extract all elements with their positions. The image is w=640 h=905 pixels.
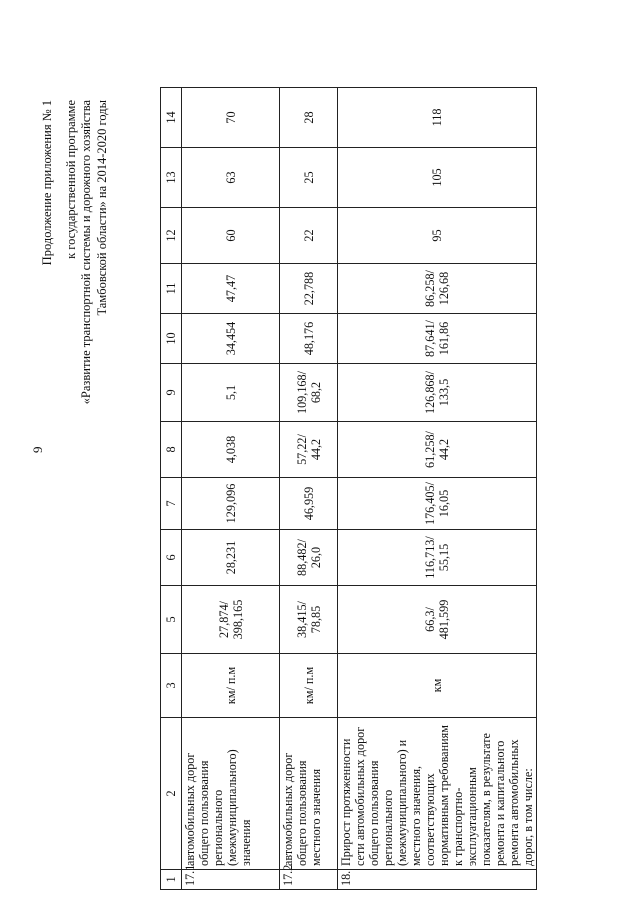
value-cell: 105: [338, 148, 537, 208]
unit-cell: км/ п.м: [280, 654, 338, 718]
column-number-header: 12: [161, 208, 182, 264]
value-cell: 87,641/ 161,86: [338, 314, 537, 364]
value-cell: 63: [182, 148, 280, 208]
row-number-cell: 17.2: [280, 870, 338, 890]
value-cell: 61,258/ 44,2: [338, 422, 537, 478]
column-number-header: 6: [161, 530, 182, 586]
continuation-note: Продолжение приложения № 1: [40, 100, 54, 266]
indicator-name-cell: автомобильных дорог общего пользования регионального (межмуниципального) значения: [182, 718, 280, 870]
value-cell: 66,3/ 481,599: [338, 586, 537, 654]
indicator-name-cell: автомобильных дорог общего пользования местного значения: [280, 718, 338, 870]
value-cell: 46,959: [280, 478, 338, 530]
value-cell: 38,415/ 78,85: [280, 586, 338, 654]
value-cell: 27,874/ 398,165: [182, 586, 280, 654]
value-cell: 118: [338, 88, 537, 148]
column-number-header: 10: [161, 314, 182, 364]
value-cell: 47,47: [182, 264, 280, 314]
value-cell: 22,788: [280, 264, 338, 314]
column-number-header: 7: [161, 478, 182, 530]
indicators-table: [160, 87, 537, 890]
value-cell: 28,231: [182, 530, 280, 586]
value-cell: 4,038: [182, 422, 280, 478]
value-cell: 129,096: [182, 478, 280, 530]
column-number-header: 2: [161, 718, 182, 870]
value-cell: 48,176: [280, 314, 338, 364]
value-cell: 5,1: [182, 364, 280, 422]
document-heading: [40, 100, 110, 490]
value-cell: 28: [280, 88, 338, 148]
column-number-header: 5: [161, 586, 182, 654]
value-cell: 109,168/ 68,2: [280, 364, 338, 422]
value-cell: 95: [338, 208, 537, 264]
table-row: [338, 88, 537, 890]
unit-cell: км: [338, 654, 537, 718]
heading-line: к государственной программе: [63, 100, 78, 259]
indicators-table-rotated: [160, 88, 535, 890]
row-number-cell: 18.: [338, 870, 537, 890]
table-row: [280, 88, 338, 890]
column-number-header: 3: [161, 654, 182, 718]
value-cell: 70: [182, 88, 280, 148]
heading-line: Тамбовской области» на 2014-2020 годы: [94, 100, 109, 316]
value-cell: 88,482/ 26,0: [280, 530, 338, 586]
value-cell: 86,258/ 126,68: [338, 264, 537, 314]
column-number-header: 1: [161, 870, 182, 890]
row-number-cell: 17.1: [182, 870, 280, 890]
value-cell: 34,454: [182, 314, 280, 364]
column-number-header: 11: [161, 264, 182, 314]
indicator-name-cell: Прирост протяженности сети автомобильных дорог общего пользования регионального (межмуниципального) и местного значения, соответствующих нормативным требованиям к транспортно-эксплуатационным показателям, в результате ремонта и капитального ремонта автомобильных дорог, в том числе:: [338, 718, 537, 870]
value-cell: 57,22/ 44,2: [280, 422, 338, 478]
column-number-header: 13: [161, 148, 182, 208]
table-row: [182, 88, 280, 890]
value-cell: 116,713/ 55,15: [338, 530, 537, 586]
unit-cell: км/ п.м: [182, 654, 280, 718]
page-number: 9: [30, 446, 45, 453]
column-number-row: [161, 88, 182, 890]
value-cell: 60: [182, 208, 280, 264]
heading-line: «Развитие транспортной системы и дорожного хозяйства: [79, 100, 93, 405]
value-cell: 25: [280, 148, 338, 208]
value-cell: 176,405/ 16,05: [338, 478, 537, 530]
value-cell: 126,868/ 133,5: [338, 364, 537, 422]
value-cell: 22: [280, 208, 338, 264]
column-number-header: 9: [161, 364, 182, 422]
column-number-header: 8: [161, 422, 182, 478]
column-number-header: 14: [161, 88, 182, 148]
